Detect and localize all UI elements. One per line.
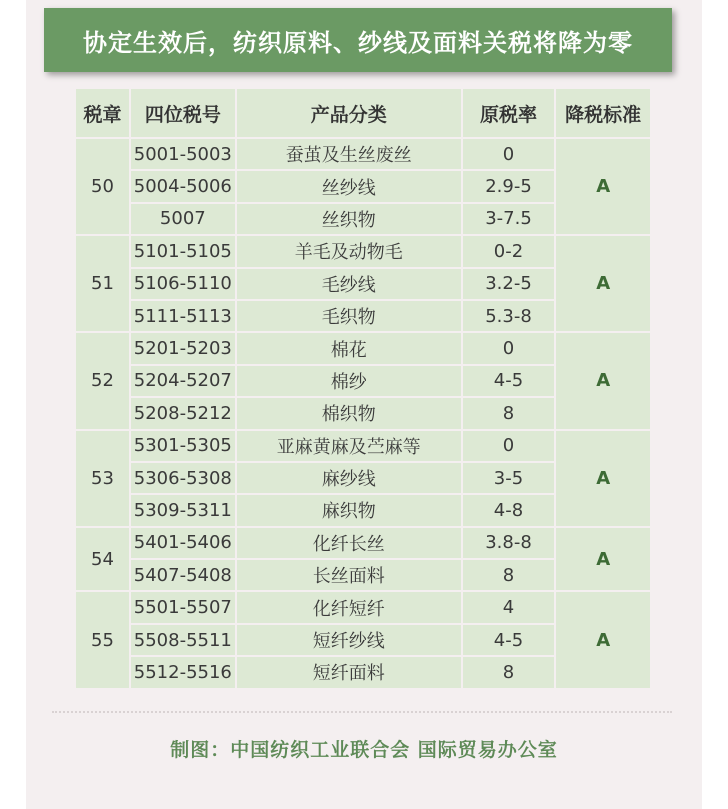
- table-row: [76, 592, 650, 622]
- table-row: [76, 431, 650, 461]
- cell-category: 毛纱线: [237, 269, 461, 299]
- cell-chapter: 54: [76, 528, 129, 591]
- cell-rate: 4-5: [463, 366, 555, 396]
- table-header-row: [76, 89, 650, 137]
- cell-rate: 4-5: [463, 625, 555, 655]
- cell-category: 丝纱线: [237, 171, 461, 201]
- cell-category: 麻织物: [237, 495, 461, 525]
- header-rate: 原税率: [463, 89, 555, 137]
- cell-category: 化纤短纤: [237, 592, 461, 622]
- cell-rate: 8: [463, 560, 555, 590]
- cell-chapter: 53: [76, 431, 129, 526]
- cell-chapter: 51: [76, 236, 129, 331]
- cell-rate: 4: [463, 592, 555, 622]
- table-row: [76, 528, 650, 558]
- cell-rate: 8: [463, 657, 555, 687]
- cell-code: 5401-5406: [131, 528, 235, 558]
- cell-category: 化纤长丝: [237, 528, 461, 558]
- cell-rate: 4-8: [463, 495, 555, 525]
- cell-category: 短纤面料: [237, 657, 461, 687]
- cell-category: 棉织物: [237, 398, 461, 428]
- cell-code: 5512-5516: [131, 657, 235, 687]
- cell-rate: 0: [463, 139, 555, 169]
- cell-code: 5111-5113: [131, 301, 235, 331]
- cell-code: 5208-5212: [131, 398, 235, 428]
- cell-rate: 0: [463, 333, 555, 363]
- cell-category: 丝织物: [237, 204, 461, 234]
- cell-chapter: 50: [76, 139, 129, 234]
- cell-category: 蚕茧及生丝废丝: [237, 139, 461, 169]
- cell-standard: A: [556, 139, 650, 234]
- cell-standard: A: [556, 333, 650, 428]
- cell-standard: A: [556, 236, 650, 331]
- table-row: [76, 333, 650, 363]
- cell-rate: 3-7.5: [463, 204, 555, 234]
- cell-rate: 0-2: [463, 236, 555, 266]
- cell-rate: 3.8-8: [463, 528, 555, 558]
- cell-code: 5001-5003: [131, 139, 235, 169]
- cell-code: 5106-5110: [131, 269, 235, 299]
- cell-category: 毛织物: [237, 301, 461, 331]
- cell-category: 亚麻黄麻及苎麻等: [237, 431, 461, 461]
- cell-rate: 0: [463, 431, 555, 461]
- cell-category: 长丝面料: [237, 560, 461, 590]
- cell-rate: 3-5: [463, 463, 555, 493]
- title-banner: [44, 8, 672, 72]
- cell-code: 5204-5207: [131, 366, 235, 396]
- cell-category: 棉纱: [237, 366, 461, 396]
- cell-category: 短纤纱线: [237, 625, 461, 655]
- cell-rate: 8: [463, 398, 555, 428]
- cell-standard: A: [556, 528, 650, 591]
- cell-code: 5004-5006: [131, 171, 235, 201]
- cell-standard: A: [556, 431, 650, 526]
- cell-chapter: 52: [76, 333, 129, 428]
- table-row: [76, 236, 650, 266]
- table-body: [76, 139, 650, 688]
- cell-rate: 3.2-5: [463, 269, 555, 299]
- cell-code: 5309-5311: [131, 495, 235, 525]
- header-code: 四位税号: [131, 89, 235, 137]
- header-category: 产品分类: [237, 89, 461, 137]
- divider: [52, 711, 672, 713]
- cell-category: 棉花: [237, 333, 461, 363]
- cell-code: 5407-5408: [131, 560, 235, 590]
- header-chapter: 税章: [76, 89, 129, 137]
- banner-title: 协定生效后，纺织原料、纱线及面料关税将降为零: [83, 28, 633, 57]
- cell-code: 5007: [131, 204, 235, 234]
- cell-code: 5201-5203: [131, 333, 235, 363]
- footer-credit: 制图：中国纺织工业联合会 国际贸易办公室: [170, 739, 558, 761]
- cell-chapter: 55: [76, 592, 129, 687]
- cell-category: 羊毛及动物毛: [237, 236, 461, 266]
- tariff-table: [74, 87, 652, 690]
- cell-category: 麻纱线: [237, 463, 461, 493]
- cell-code: 5101-5105: [131, 236, 235, 266]
- cell-code: 5306-5308: [131, 463, 235, 493]
- cell-code: 5508-5511: [131, 625, 235, 655]
- table-row: [76, 139, 650, 169]
- cell-rate: 5.3-8: [463, 301, 555, 331]
- tariff-table-container: [74, 87, 652, 690]
- cell-code: 5501-5507: [131, 592, 235, 622]
- cell-code: 5301-5305: [131, 431, 235, 461]
- cell-rate: 2.9-5: [463, 171, 555, 201]
- cell-standard: A: [556, 592, 650, 687]
- header-standard: 降税标准: [556, 89, 650, 137]
